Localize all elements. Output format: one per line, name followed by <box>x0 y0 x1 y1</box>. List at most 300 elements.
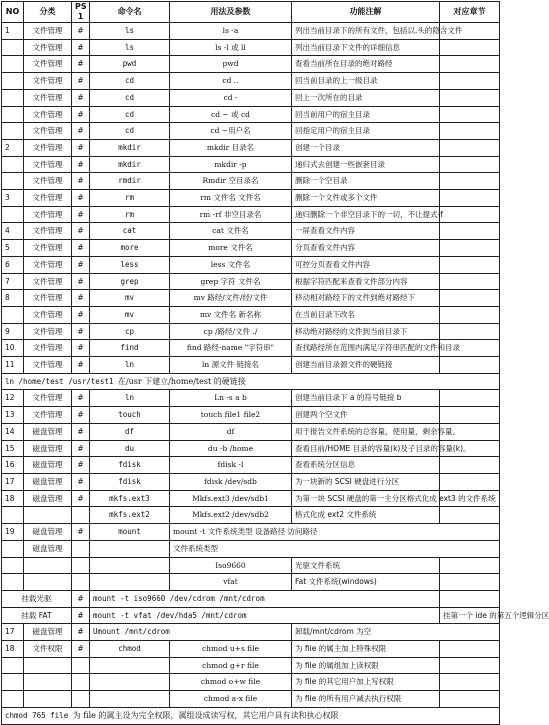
row-number <box>2 56 24 73</box>
table-row <box>2 223 500 240</box>
command-name: rmdir <box>90 173 170 190</box>
row-number <box>2 173 24 190</box>
command-name <box>90 557 170 574</box>
command-name: ln <box>90 357 170 374</box>
row-number: 1 <box>2 23 24 40</box>
reference-cell <box>440 691 500 708</box>
row-number: 18 <box>2 641 24 658</box>
usage-cell: fdisk -l <box>170 457 292 474</box>
ps-cell: # <box>72 590 90 607</box>
table-row <box>2 139 500 156</box>
ps-cell: # <box>72 23 90 40</box>
reference-cell <box>440 657 500 674</box>
row-number <box>2 306 24 323</box>
reference-cell <box>440 574 500 591</box>
table-row <box>2 123 500 140</box>
row-number: 13 <box>2 407 24 424</box>
usage-cell: cp /路经/文件 ./ <box>170 323 292 340</box>
table-row <box>2 641 500 658</box>
table-row <box>2 323 500 340</box>
usage-cell: cd - <box>170 89 292 106</box>
header-no: NO <box>2 2 24 23</box>
usage-cell: ls -a <box>170 23 292 40</box>
usage-cell: du -b /home <box>170 440 292 457</box>
description-cell: 删除一个空目录 <box>292 173 440 190</box>
header-command: 命令名 <box>90 2 170 23</box>
table-row <box>2 457 500 474</box>
category-cell: 磁盘管理 <box>24 524 72 541</box>
category-cell: 文件管理 <box>24 173 72 190</box>
reference-cell <box>440 89 500 106</box>
row-number: 2 <box>2 139 24 156</box>
command-name: cp <box>90 323 170 340</box>
usage-cell: cd .. <box>170 73 292 90</box>
description-cell: 移动绝对路经的文件到当前目录下 <box>292 323 440 340</box>
reference-cell <box>440 123 500 140</box>
table-row <box>2 340 500 357</box>
reference-cell <box>440 206 500 223</box>
table-row <box>2 89 500 106</box>
usage-cell: more 文件名 <box>170 240 292 257</box>
ps-cell: # <box>72 256 90 273</box>
usage-cell: Iso9660 <box>170 557 292 574</box>
table-row <box>2 707 500 724</box>
ps-cell: # <box>72 407 90 424</box>
ps-cell <box>72 557 90 574</box>
category-cell: 文件管理 <box>24 357 72 374</box>
category-cell: 文件管理 <box>24 306 72 323</box>
table-row <box>2 373 500 390</box>
row-number: 7 <box>2 273 24 290</box>
row-number <box>2 540 24 557</box>
table-row <box>2 273 500 290</box>
description-cell: 回当前目录的上一级目录 <box>292 73 440 90</box>
command-name: cd <box>90 73 170 90</box>
reference-cell <box>440 674 500 691</box>
usage-cell: chmod u+s file <box>170 641 292 658</box>
table-row <box>2 73 500 90</box>
category-cell <box>24 674 72 691</box>
ps-cell: # <box>72 607 90 624</box>
row-number <box>2 574 24 591</box>
description-cell: 回上一次所在的目录 <box>292 89 440 106</box>
usage-cell: cat 文件名 <box>170 223 292 240</box>
row-number: 3 <box>2 190 24 207</box>
header-category: 分类 <box>24 2 72 23</box>
category-cell <box>24 557 72 574</box>
row-number: 10 <box>2 340 24 357</box>
example-command-cell <box>2 707 500 724</box>
table-row <box>2 590 500 607</box>
category-cell: 文件管理 <box>24 156 72 173</box>
usage-cell: cd ~ 或 cd <box>170 106 292 123</box>
ps-cell: # <box>72 123 90 140</box>
description-cell: 分页查看文件内容 <box>292 240 440 257</box>
category-cell: 文件管理 <box>24 290 72 307</box>
description-cell: 为 file 的其它用户加上写权限 <box>292 674 440 691</box>
description-cell: 列出当前目录下文件的详细信息 <box>292 39 440 56</box>
category-cell: 文件管理 <box>24 256 72 273</box>
category-cell: 文件管理 <box>24 323 72 340</box>
reference-cell <box>440 173 500 190</box>
ps-cell <box>72 674 90 691</box>
category-cell: 文件管理 <box>24 206 72 223</box>
row-number <box>2 106 24 123</box>
row-number <box>2 507 24 524</box>
ps-cell: # <box>72 390 90 407</box>
command-name: mount <box>90 524 170 541</box>
ps-cell <box>72 691 90 708</box>
category-cell: 文件管理 <box>24 73 72 90</box>
ps-cell: # <box>72 190 90 207</box>
command-name: cd <box>90 106 170 123</box>
category-cell: 文件管理 <box>24 390 72 407</box>
example-command: chmod 765 file <box>5 710 73 720</box>
usage-cell: rm -rf 非空目录名 <box>170 206 292 223</box>
ps-cell: # <box>72 223 90 240</box>
example-command: mount -t vfat /dev/hda5 /mnt/cdrom <box>90 607 440 624</box>
usage-cell: find 路经-name "字符串" <box>170 340 292 357</box>
table-row <box>2 423 500 440</box>
command-name: mkdir <box>90 139 170 156</box>
row-number: 8 <box>2 290 24 307</box>
command-name <box>90 674 170 691</box>
ps-cell: # <box>72 323 90 340</box>
row-number <box>2 691 24 708</box>
ps-cell: # <box>72 423 90 440</box>
table-row <box>2 190 500 207</box>
description-cell: 移动相对路经下的文件到绝对路经下 <box>292 290 440 307</box>
header-ps: PS 1 <box>72 2 90 23</box>
ps-cell <box>72 507 90 524</box>
usage-cell: mv 路经/文件/经/文件 <box>170 290 292 307</box>
usage-cell: chmod g+r file <box>170 657 292 674</box>
description-cell: 递归式去创建一些嵌套目录 <box>292 156 440 173</box>
ps-cell: # <box>72 273 90 290</box>
table-row <box>2 624 500 641</box>
description-cell: 为第一块 SCSI 硬盘的第一主分区格式化成 ext3 的文件系统 <box>292 490 440 507</box>
table-row <box>2 473 500 490</box>
description-cell: 在当前目录下改名 <box>292 306 440 323</box>
category-cell: 文件管理 <box>24 123 72 140</box>
description-cell: 查看系统分区信息 <box>292 457 440 474</box>
ps-cell: # <box>72 39 90 56</box>
header-reference: 对应章节 <box>440 2 500 23</box>
ps-cell: # <box>72 357 90 374</box>
reference-cell <box>440 457 500 474</box>
description-cell: 查看目前/HOME 目录的容量(k)及子目录的容量(k)。 <box>292 440 440 457</box>
description-cell: 为 file 的所有用户减去执行权限 <box>292 691 440 708</box>
reference-cell <box>440 223 500 240</box>
usage-cell: mkdir 目录名 <box>170 139 292 156</box>
ps-cell: # <box>72 524 90 541</box>
usage-cell: Ln -s a b <box>170 390 292 407</box>
example-command-cell <box>2 373 500 390</box>
table-row <box>2 206 500 223</box>
category-cell: 磁盘管理 <box>24 490 72 507</box>
command-name: more <box>90 240 170 257</box>
table-row <box>2 440 500 457</box>
description-cell: 创建两个空文件 <box>292 407 440 424</box>
command-name: cat <box>90 223 170 240</box>
description-cell: Fat 文件系统(windows) <box>292 574 440 591</box>
command-name: mkfs.ext2 <box>90 507 170 524</box>
ps-cell: # <box>72 56 90 73</box>
ps-cell: # <box>72 89 90 106</box>
row-number <box>2 206 24 223</box>
category-cell <box>24 574 72 591</box>
description-cell: 格式化成 ext2 文件系统 <box>292 507 440 524</box>
category-cell <box>24 657 72 674</box>
description-cell: 查看当前所在目录的绝对路经 <box>292 56 440 73</box>
category-cell: 磁盘管理 <box>24 540 72 557</box>
description-cell: 根据字符匹配来查看文件部分内容 <box>292 273 440 290</box>
category-cell: 磁盘管理 <box>24 457 72 474</box>
header-description: 功能注解 <box>292 2 440 23</box>
table-row <box>2 691 500 708</box>
table-row <box>2 607 500 624</box>
category-cell <box>24 691 72 708</box>
reference-cell <box>440 507 500 524</box>
row-number: 6 <box>2 256 24 273</box>
reference-cell <box>440 106 500 123</box>
table-row <box>2 490 500 507</box>
reference-cell <box>440 256 500 273</box>
description-cell: 创建当前目录源文件的硬链接 <box>292 357 440 374</box>
command-name: cd <box>90 123 170 140</box>
ps-cell: # <box>72 624 90 641</box>
category-cell: 磁盘管理 <box>24 423 72 440</box>
usage-cell: cd ~用户名 <box>170 123 292 140</box>
command-name: cd <box>90 89 170 106</box>
command-name: chmod <box>90 641 170 658</box>
usage-cell: mount -t 文件系统类型 设备路径 访问路径 <box>170 524 500 541</box>
example-note: 在/usr 下建立/home/test 的硬链接 <box>117 376 246 386</box>
ps-cell: # <box>72 139 90 156</box>
row-number: 17 <box>2 473 24 490</box>
table-row <box>2 39 500 56</box>
reference-cell <box>440 290 500 307</box>
description-cell: 可控分页查看文件内容 <box>292 256 440 273</box>
table-row <box>2 106 500 123</box>
header-usage: 用法及参数 <box>170 2 292 23</box>
row-number <box>2 156 24 173</box>
ps-cell <box>72 657 90 674</box>
reference-cell <box>440 139 500 156</box>
row-number <box>2 557 24 574</box>
ps-cell: # <box>72 156 90 173</box>
description-cell: 回指定用户的宿主目录 <box>292 123 440 140</box>
command-name: fdisk <box>90 457 170 474</box>
row-number: 19 <box>2 524 24 541</box>
row-number: 14 <box>2 423 24 440</box>
usage-cell: grep 字符 文件名 <box>170 273 292 290</box>
table-row <box>2 306 500 323</box>
command-name: mkfs.ext3 <box>90 490 170 507</box>
usage-cell: mv 文件名 新名称 <box>170 306 292 323</box>
header-row <box>2 2 500 23</box>
ps-cell: # <box>72 240 90 257</box>
row-number <box>2 657 24 674</box>
usage-cell: df <box>170 423 292 440</box>
row-number: 4 <box>2 223 24 240</box>
usage-cell: rm 文件名 文件名 <box>170 190 292 207</box>
ps-cell: # <box>72 457 90 474</box>
category-cell: 挂载 FAT <box>2 607 72 624</box>
description-cell: 列出当前目录下的所有文件，包括以.头的隐含文件 <box>292 23 440 40</box>
command-name: rm <box>90 190 170 207</box>
reference-cell <box>440 73 500 90</box>
usage-cell: pwd <box>170 56 292 73</box>
row-number <box>2 39 24 56</box>
category-cell: 文件管理 <box>24 106 72 123</box>
category-cell: 磁盘管理 <box>24 440 72 457</box>
row-number: 12 <box>2 390 24 407</box>
example-note <box>440 590 500 607</box>
reference-cell <box>440 323 500 340</box>
table-row <box>2 173 500 190</box>
row-number: 5 <box>2 240 24 257</box>
command-name: pwd <box>90 56 170 73</box>
usage-cell: chmod a-x file <box>170 691 292 708</box>
example-command: Umount /mnt/cdrom <box>90 624 292 641</box>
usage-cell: mkdir -p <box>170 156 292 173</box>
example-command: mount -t iso9660 /dev/cdrom /mnt/cdrom <box>90 590 440 607</box>
row-number <box>2 123 24 140</box>
command-name: du <box>90 440 170 457</box>
ps-cell: # <box>72 641 90 658</box>
reference-cell <box>440 39 500 56</box>
table-row <box>2 56 500 73</box>
command-name <box>90 657 170 674</box>
description-cell: 为一块新的 SCSI 硬盘进行分区 <box>292 473 440 490</box>
reference-cell <box>440 156 500 173</box>
ps-cell: # <box>72 340 90 357</box>
table-row <box>2 674 500 691</box>
ps-cell: # <box>72 290 90 307</box>
usage-cell: fdisk /dev/sdb <box>170 473 292 490</box>
category-cell: 文件管理 <box>24 89 72 106</box>
usage-cell: Rmdir 空目录名 <box>170 173 292 190</box>
table-row <box>2 524 500 541</box>
example-note: 挂第一个 ide 的第五个逻辑分区 <box>440 607 500 624</box>
table-row <box>2 390 500 407</box>
command-name <box>90 691 170 708</box>
category-cell: 文件管理 <box>24 240 72 257</box>
command-name: mv <box>90 290 170 307</box>
row-number: 9 <box>2 323 24 340</box>
row-number <box>2 73 24 90</box>
category-cell: 文件管理 <box>24 340 72 357</box>
command-name: touch <box>90 407 170 424</box>
table-row <box>2 357 500 374</box>
category-cell: 磁盘管理 <box>24 624 72 641</box>
command-name: df <box>90 423 170 440</box>
usage-cell: less 文件名 <box>170 256 292 273</box>
command-name <box>90 574 170 591</box>
row-number <box>2 89 24 106</box>
table-row <box>2 256 500 273</box>
category-cell: 文件管理 <box>24 223 72 240</box>
reference-cell <box>440 273 500 290</box>
row-number: 18 <box>2 490 24 507</box>
command-name: rm <box>90 206 170 223</box>
ps-cell: # <box>72 206 90 223</box>
row-number: 11 <box>2 357 24 374</box>
table-row <box>2 574 500 591</box>
usage-cell: 文件系统类型 <box>170 540 500 557</box>
example-command: ln /home/test /usr/test1 <box>5 376 118 386</box>
command-name: grep <box>90 273 170 290</box>
example-note: 为 file 的属主设为完全权限，属组设成读写权，其它用户具有读和执心权限 <box>72 710 339 720</box>
category-cell: 文件管理 <box>24 407 72 424</box>
reference-cell <box>440 641 500 658</box>
command-name: ls <box>90 39 170 56</box>
table-row <box>2 507 500 524</box>
category-cell <box>24 507 72 524</box>
table-row <box>2 557 500 574</box>
table-row <box>2 240 500 257</box>
reference-cell <box>440 407 500 424</box>
usage-cell: Mkfs.ext3 /dev/sdb1 <box>170 490 292 507</box>
command-name: mv <box>90 306 170 323</box>
ps-cell: # <box>72 473 90 490</box>
usage-cell: ln 源文件 链接名 <box>170 357 292 374</box>
row-number <box>2 674 24 691</box>
ps-cell: # <box>72 306 90 323</box>
ps-cell: # <box>72 490 90 507</box>
command-name <box>90 540 170 557</box>
reference-cell <box>440 56 500 73</box>
category-cell: 文件权限 <box>24 641 72 658</box>
row-number: 17 <box>2 624 24 641</box>
category-cell: 文件管理 <box>24 190 72 207</box>
ps-cell <box>72 540 90 557</box>
reference-cell <box>440 473 500 490</box>
command-name: ls <box>90 23 170 40</box>
description-cell: 删除一个文件或多个文件 <box>292 190 440 207</box>
table-row <box>2 23 500 40</box>
usage-cell: Mkfs.ext2 /dev/sdb2 <box>170 507 292 524</box>
description-cell: 创建一个目录 <box>292 139 440 156</box>
command-name: less <box>90 256 170 273</box>
usage-cell: ls -l 或 ll <box>170 39 292 56</box>
table-row <box>2 540 500 557</box>
description-cell: 为 file 的属主加上特殊权限 <box>292 641 440 658</box>
table-row <box>2 290 500 307</box>
category-cell: 文件管理 <box>24 56 72 73</box>
description-cell: 查找路经所在范围内满足字符串匹配的文件和目录 <box>292 340 440 357</box>
example-note: 卸载/mnt/cdrom 为空 <box>292 624 500 641</box>
reference-cell <box>440 306 500 323</box>
category-cell: 文件管理 <box>24 139 72 156</box>
description-cell: 用于报告文件系统的总容量，使用量，剩余容量。 <box>292 423 440 440</box>
reference-cell <box>440 357 500 374</box>
description-cell: 创建当前目录下 a 的符号链接 b <box>292 390 440 407</box>
reference-cell <box>440 240 500 257</box>
command-table <box>1 1 549 725</box>
category-cell: 文件管理 <box>24 39 72 56</box>
command-name: fdisk <box>90 473 170 490</box>
reference-cell <box>440 190 500 207</box>
table-row <box>2 156 500 173</box>
ps-cell: # <box>72 73 90 90</box>
usage-cell: chmod o+w file <box>170 674 292 691</box>
row-number: 15 <box>2 440 24 457</box>
description-cell: 光驱文件系统 <box>292 557 440 574</box>
description-cell: 递归删除一个非空目录下的一切，不让提式-f <box>292 206 440 223</box>
command-name: find <box>90 340 170 357</box>
